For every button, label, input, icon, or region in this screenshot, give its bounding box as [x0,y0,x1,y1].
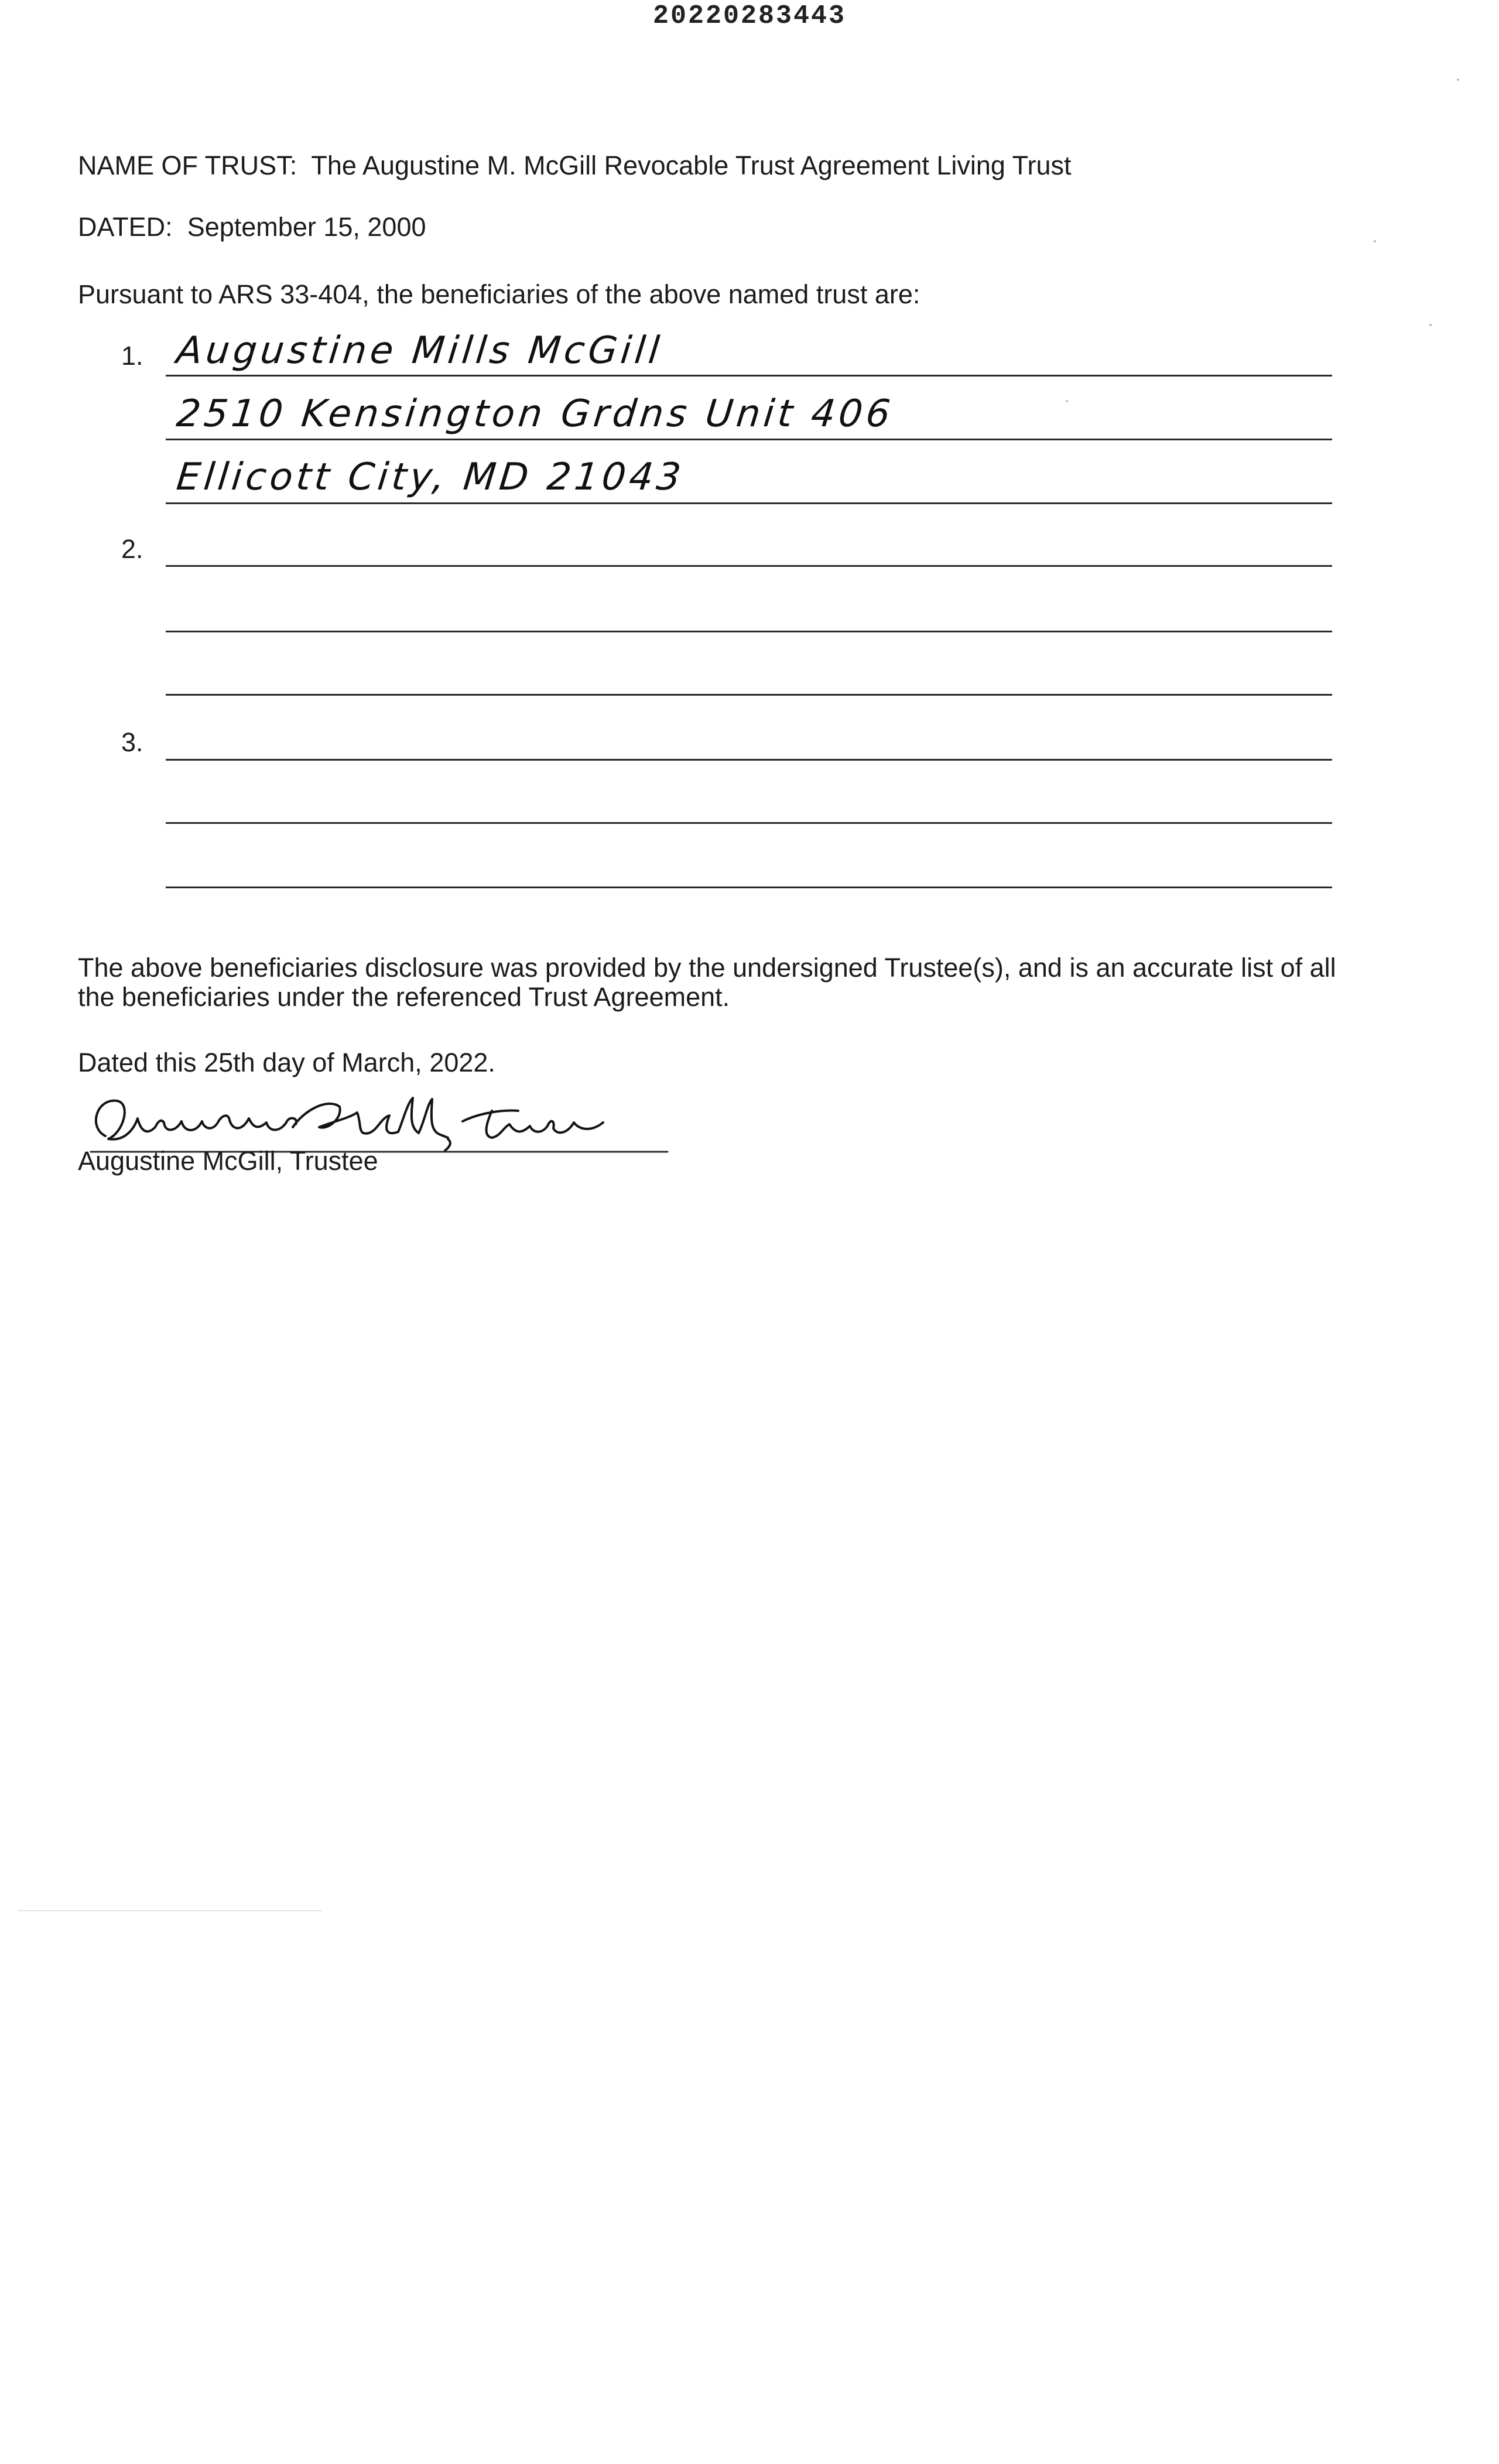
beneficiaries-intro: Pursuant to ARS 33-404, the beneficiaries of the above named trust are: [78,279,920,309]
scan-streak [18,1910,322,1911]
beneficiary-3-rule-2 [166,822,1332,824]
disclosure-line-1: The above beneficiaries disclosure was provided by the undersigned Trustee(s), and is an accurate list of all [78,953,1336,983]
beneficiary-2-rule-1 [166,565,1332,567]
beneficiary-3-number: 3. [121,727,143,757]
document-number: 20220283443 [652,1,847,31]
scan-speck [1066,400,1068,402]
scan-speck [1374,240,1376,242]
dated-statement: Dated this 25th day of March, 2022. [78,1048,495,1077]
disclosure-line-2: the beneficiaries under the referenced Trust Agreement. [78,982,730,1012]
beneficiary-1-line-1: Augustine Mills McGill [174,329,665,372]
beneficiary-2-number: 2. [121,534,143,564]
disclosure-paragraph [78,953,1336,1012]
scan-speck [1457,78,1459,81]
beneficiary-1-rule-2 [166,439,1332,440]
beneficiary-2-rule-3 [166,694,1332,696]
trust-name-row [78,149,1072,182]
trust-dated-label: DATED: [78,212,173,242]
beneficiary-1-number: 1. [121,341,143,371]
trust-dated-row [78,211,426,244]
scan-speck [1429,324,1432,326]
beneficiary-2-rule-2 [166,631,1332,632]
trust-dated-value: September 15, 2000 [187,212,426,242]
beneficiary-1-rule-1 [166,375,1332,377]
trust-name-label: NAME OF TRUST: [78,150,297,180]
beneficiary-1-line-2: 2510 Kensington Grdns Unit 406 [174,392,896,436]
trustee-printed-name: Augustine McGill, Trustee [78,1146,378,1176]
beneficiary-3-rule-3 [166,887,1332,888]
trust-name-value: The Augustine M. McGill Revocable Trust Agreement Living Trust [311,150,1072,180]
beneficiary-1-line-3: Ellicott City, MD 21043 [174,456,687,499]
beneficiary-3-rule-1 [166,759,1332,761]
beneficiary-1-rule-3 [166,502,1332,504]
